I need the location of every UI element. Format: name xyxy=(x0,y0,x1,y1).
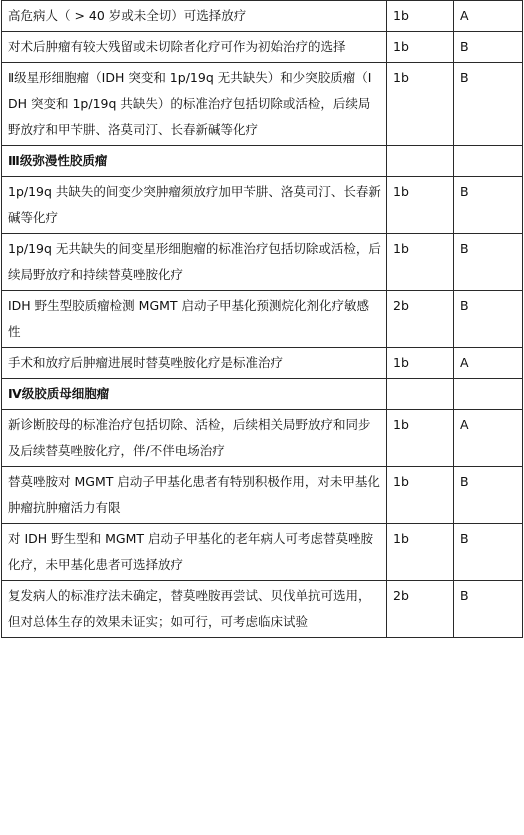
table-row xyxy=(2,32,523,63)
evidence-level-cell: 2b xyxy=(387,581,454,638)
evidence-level-cell: 1b xyxy=(387,348,454,379)
evidence-level-cell xyxy=(387,146,454,177)
section-header-row xyxy=(2,379,523,410)
table-row xyxy=(2,63,523,146)
recommendation-grade-cell: A xyxy=(454,348,523,379)
recommendation-cell: 1p/19q 共缺失的间变少突肿瘤须放疗加甲苄肼、洛莫司汀、长春新碱等化疗 xyxy=(2,177,387,234)
evidence-level-cell: 1b xyxy=(387,63,454,146)
recommendation-cell: 新诊断胶母的标准治疗包括切除、活检，后续相关局野放疗和同步及后续替莫唑胺化疗，伴/不伴电场治疗 xyxy=(2,410,387,467)
recommendation-cell: 复发病人的标准疗法未确定，替莫唑胺再尝试、贝伐单抗可选用，但对总体生存的效果未证实；如可行，可考虑临床试验 xyxy=(2,581,387,638)
recommendation-grade-cell: A xyxy=(454,410,523,467)
recommendation-grade-cell: B xyxy=(454,234,523,291)
recommendation-grade-cell: B xyxy=(454,467,523,524)
recommendation-cell: 1p/19q 无共缺失的间变星形细胞瘤的标准治疗包括切除或活检，后续局野放疗和持续替莫唑胺化疗 xyxy=(2,234,387,291)
evidence-level-cell: 1b xyxy=(387,177,454,234)
recommendation-grade-cell: B xyxy=(454,524,523,581)
evidence-level-cell: 1b xyxy=(387,410,454,467)
recommendation-cell: 替莫唑胺对 MGMT 启动子甲基化患者有特别积极作用，对未甲基化肿瘤抗肿瘤活力有限 xyxy=(2,467,387,524)
recommendation-grade-cell: B xyxy=(454,177,523,234)
section-title-cell: Ⅳ级胶质母细胞瘤 xyxy=(2,379,387,410)
guideline-table xyxy=(1,0,523,638)
recommendation-cell: Ⅱ级星形细胞瘤（IDH 突变和 1p/19q 无共缺失）和少突胶质瘤（IDH 突变和 1p/19q 共缺失）的标准治疗包括切除或活检，后续局野放疗和甲苄肼、洛莫司汀、长春新碱等化疗 xyxy=(2,63,387,146)
recommendation-grade-cell: B xyxy=(454,32,523,63)
recommendation-grade-cell: B xyxy=(454,581,523,638)
recommendation-grade-cell xyxy=(454,379,523,410)
evidence-level-cell: 1b xyxy=(387,524,454,581)
recommendation-cell: 手术和放疗后肿瘤进展时替莫唑胺化疗是标准治疗 xyxy=(2,348,387,379)
table-row xyxy=(2,291,523,348)
table-row xyxy=(2,1,523,32)
recommendation-cell: 对术后肿瘤有较大残留或未切除者化疗可作为初始治疗的选择 xyxy=(2,32,387,63)
recommendation-grade-cell xyxy=(454,146,523,177)
recommendation-cell: 高危病人（ > 40 岁或未全切）可选择放疗 xyxy=(2,1,387,32)
evidence-level-cell: 1b xyxy=(387,467,454,524)
recommendation-grade-cell: B xyxy=(454,291,523,348)
table-body xyxy=(2,1,523,638)
recommendation-cell: IDH 野生型胶质瘤检测 MGMT 启动子甲基化预测烷化剂化疗敏感性 xyxy=(2,291,387,348)
recommendation-grade-cell: B xyxy=(454,63,523,146)
recommendation-cell: 对 IDH 野生型和 MGMT 启动子甲基化的老年病人可考虑替莫唑胺化疗，未甲基化患者可选择放疗 xyxy=(2,524,387,581)
evidence-level-cell: 1b xyxy=(387,1,454,32)
section-title-cell: Ⅲ级弥漫性胶质瘤 xyxy=(2,146,387,177)
evidence-level-cell: 1b xyxy=(387,234,454,291)
evidence-level-cell xyxy=(387,379,454,410)
evidence-level-cell: 2b xyxy=(387,291,454,348)
table-row xyxy=(2,467,523,524)
table-row xyxy=(2,410,523,467)
table-row xyxy=(2,581,523,638)
table-row xyxy=(2,524,523,581)
section-header-row xyxy=(2,146,523,177)
table-row xyxy=(2,234,523,291)
recommendation-grade-cell: A xyxy=(454,1,523,32)
table-row xyxy=(2,177,523,234)
table-row xyxy=(2,348,523,379)
evidence-level-cell: 1b xyxy=(387,32,454,63)
